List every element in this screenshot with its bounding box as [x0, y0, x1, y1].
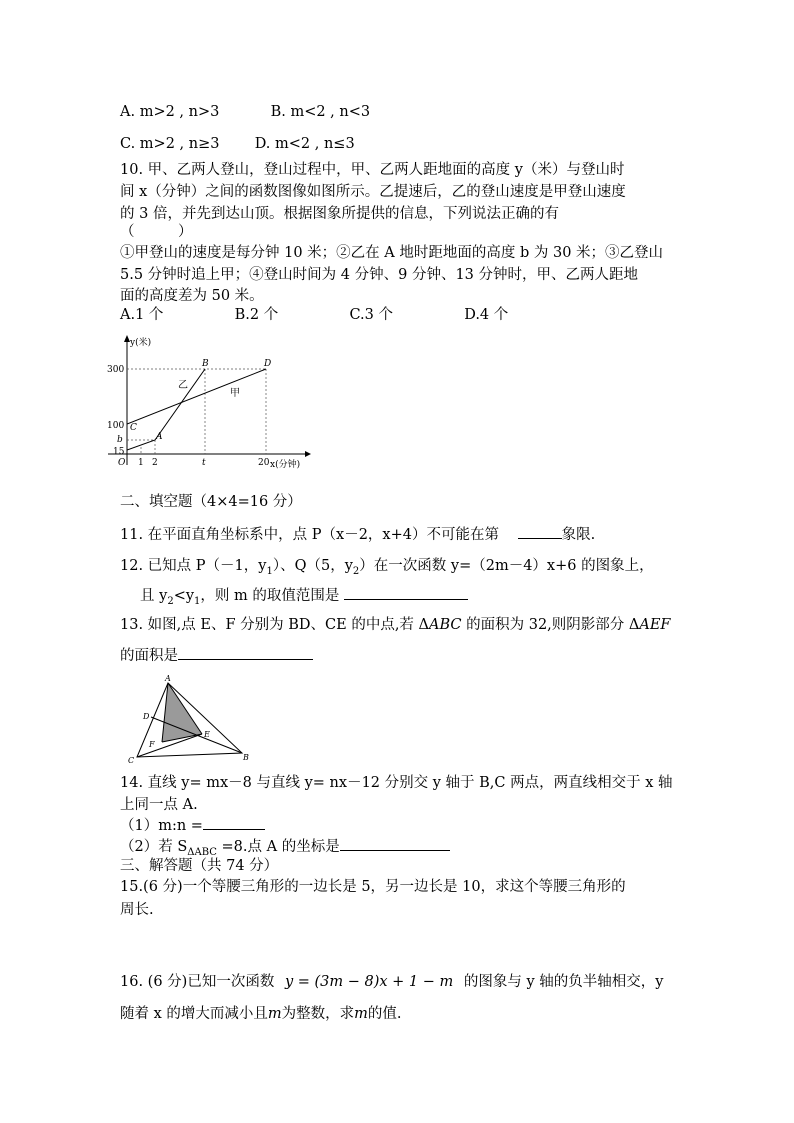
q10-line4: （ ） — [120, 224, 193, 240]
vertex-b-label: B — [243, 753, 249, 762]
q9-option-b: B. m<2 , n<3 — [270, 104, 371, 120]
q12-line2 — [140, 585, 468, 612]
origin-label: O — [118, 458, 126, 468]
jia-label: 甲 — [230, 388, 240, 399]
q10-line7: 面的高度差为 50 米。 — [120, 288, 264, 304]
vertex-a-label: A — [165, 674, 171, 683]
tick-t: t — [202, 458, 206, 468]
q14-part2-text-a: （2）若 S — [120, 839, 188, 855]
tick-300: 300 — [107, 365, 125, 375]
jia-path — [127, 369, 266, 424]
y-axis-label: y(米) — [130, 338, 152, 348]
q12-text-d: 且 y — [140, 588, 168, 604]
q14-line2: 上同一点 A. — [120, 797, 198, 813]
q11-tail: 象限. — [561, 527, 596, 543]
q10-line5: ①甲登山的速度是每分钟 10 米；②乙在 A 地时距地面的高度 b 为 30 米；③乙登山 — [120, 245, 664, 261]
tick-15: 15 — [113, 447, 125, 457]
point-f-label: F — [149, 740, 155, 749]
q12-sub2: 2 — [352, 565, 360, 577]
section3-title: 三、解答题（共 74 分） — [120, 858, 279, 874]
point-e-label: E — [204, 730, 210, 739]
q16-line1 — [120, 972, 664, 992]
tick-2: 2 — [152, 458, 158, 468]
q10-line1: 10. 甲、乙两人登山，登山过程中，甲、乙两人距地面的高度 y（米）与登山时 — [120, 162, 625, 178]
x-axis-label: x(分钟) — [270, 460, 301, 470]
q13-answer-blank[interactable] — [178, 645, 313, 660]
q9-options-row2 — [120, 134, 355, 154]
yi-path — [127, 369, 205, 450]
q15-line2: 周长. — [120, 902, 154, 918]
climbing-graph — [100, 330, 330, 475]
q12-text-a: 12. 已知点 P（－1，y — [120, 558, 267, 574]
point-a-label: A — [156, 432, 163, 442]
q13-text-b: 的面积为 32,则阴影部分 Δ — [461, 617, 640, 633]
q11-text: 11. 在平面直角坐标系中，点 P（x－2，x+4）不可能在第 — [120, 527, 499, 543]
q14-line1: 14. 直线 y= mx－8 与直线 y= nx－12 分别交 y 轴于 B,C 两点，两直线相交于 x 轴 — [120, 775, 673, 791]
q11 — [120, 524, 595, 545]
q12-text-c: ）在一次函数 y=（2m－4）x+6 的图象上， — [359, 558, 654, 574]
q10-option-a: A.1 个 — [120, 307, 164, 323]
point-d-label: D — [143, 712, 150, 721]
q10-option-b: B.2 个 — [234, 307, 279, 323]
q12-text-b: ）、Q（5，y — [272, 558, 353, 574]
yi-label: 乙 — [178, 380, 188, 391]
q10-option-d: D.4 个 — [464, 307, 509, 323]
q15-line1: 15.(6 分)一个等腰三角形的一边长是 5，另一边长是 10，求这个等腰三角形的 — [120, 879, 626, 895]
q10-line6: 5.5 分钟时追上甲；④登山时间为 4 分钟、9 分钟、13 分钟时，甲、乙两人距地 — [120, 267, 639, 283]
q16-text-c: 随着 x 的增大而减小且 — [120, 1006, 268, 1022]
q9-options-row1 — [120, 102, 370, 122]
q16-line2 — [120, 1004, 402, 1024]
section2-title: 二、填空题（4×4=16 分） — [120, 494, 302, 510]
q14-part2-sub: ΔABC — [187, 846, 217, 858]
triangle-figure — [120, 672, 260, 767]
q13-text-c: 的面积是 — [120, 648, 178, 664]
q11-answer-blank[interactable] — [518, 524, 562, 539]
q14-part2-text-b: =8.点 A 的坐标是 — [216, 839, 340, 855]
q16-text-b: 的图象与 y 轴的负半轴相交，y — [463, 974, 664, 990]
q13-abc: ABC — [429, 617, 462, 633]
q16-m2: m — [354, 1006, 368, 1022]
q12-answer-blank[interactable] — [344, 585, 468, 600]
x-axis-arrow — [305, 451, 311, 457]
q12-sub1: 1 — [266, 565, 273, 577]
q10-line3: 的 3 倍，并先到达山顶。根据图象所提供的信息，下列说法正确的有 — [120, 206, 559, 222]
q14-part2-blank[interactable] — [340, 836, 450, 851]
point-d-label: D — [264, 359, 272, 369]
q12-line1 — [120, 556, 654, 582]
q16-text-e: 的值. — [367, 1006, 402, 1022]
q10-options — [120, 305, 508, 325]
q13-text-a: 13. 如图,点 E、F 分别为 BD、CE 的中点,若 Δ — [120, 617, 430, 633]
q16-formula: y = (3m − 8)x + 1 − m — [284, 974, 454, 990]
tick-100: 100 — [107, 421, 125, 431]
q14-part1 — [120, 815, 265, 836]
tick-1: 1 — [138, 458, 144, 468]
shaded-triangle-aef — [162, 683, 202, 742]
q12-text-e: <y — [173, 588, 195, 604]
q12-text-f: ，则 m 的取值范围是 — [200, 588, 340, 604]
q10-line2: 间 x（分钟）之间的函数图像如图所示。乙提速后，乙的登山速度是甲登山速度 — [120, 184, 626, 200]
q12-sub3: 2 — [167, 595, 174, 607]
q14-part1-text: （1）m:n = — [120, 818, 203, 834]
q16-text-d: 为整数，求 — [281, 1006, 355, 1022]
q16-m1: m — [267, 1006, 282, 1022]
q9-option-a: A. m>2 , n>3 — [120, 104, 220, 120]
q10-option-c: C.3 个 — [349, 307, 393, 323]
tick-20: 20 — [258, 458, 270, 468]
point-b-label: B — [202, 359, 209, 369]
q9-option-c: C. m>2 , n≥3 — [120, 136, 220, 152]
vertex-c-label: C — [128, 756, 135, 765]
q13-aef: AEF — [639, 617, 671, 633]
q13-line2 — [120, 645, 313, 666]
q13-line1 — [120, 615, 671, 635]
q9-option-d: D. m<2 , n≤3 — [254, 136, 355, 152]
q16-text-a: 16. (6 分)已知一次函数 — [120, 974, 275, 990]
q14-part1-blank[interactable] — [203, 815, 265, 830]
tick-b: b — [117, 435, 123, 445]
q12-sub4: 1 — [194, 595, 201, 607]
point-c-label: C — [130, 423, 137, 433]
